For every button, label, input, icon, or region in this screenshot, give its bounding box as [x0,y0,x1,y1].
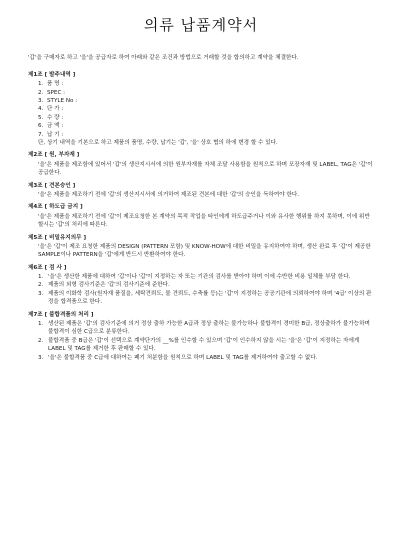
article-3 [28,182,374,200]
item-number: 6. [38,123,44,130]
item-text: 생산된 제품은 '갑'의 검사기준에 의거 정상 출하 가능한 A급과 정상 출하는 불가능하나 불합격이 경미한 B급, 정상출하가 불가능하며 불합격이 심한 C급으로 분류한다. [48,321,370,336]
article-body: '을'은 제품을 제조하기 전에 '갑'이 제조요청한 본 계약의 목적 작업을 타인에게 하도급주거나 이와 유사한 행위를 하지 못하며, 이에 위반할시는 '갑'의 처리에 따른다. [38,213,370,229]
article-4 [28,203,374,229]
item-label: STYLE No : [47,98,78,105]
article-2 [28,151,374,177]
article-heading: 제6조 [ 검 사 ] [28,264,67,271]
article-heading: 제3조 [ 견본승인 ] [28,182,76,189]
item-label: 금 액 : [47,123,64,130]
article-6 [28,264,374,307]
list-item [38,290,374,307]
item-number: 4. [38,106,44,113]
item-number: 1. [38,321,44,328]
item-number: 1. [38,81,44,88]
article-heading: 제2조 [ 원, 부자재 ] [28,152,80,159]
item-number: 3. [38,354,44,361]
intro-paragraph: '갑'을 구매자로 하고 '을'을 공급자로 하여 아래와 같은 조건과 방법으로 거래할 것을 합의하고 계약을 체결한다. [28,54,299,61]
item-label: 단 가 : [47,106,64,113]
item-number: 2. [38,282,44,289]
document-title: 의류 납품계약서 [143,16,259,34]
article-body: '을'은 제품을 제조함에 있어서 '갑'의 생산지시서에 의한 원부자재를 자체 조달 사용함을 원칙으로 하며 포장자재 및 LABEL, TAG은 '갑'이 공급한다. [38,161,373,177]
item-text: '을'은 생산한 제품에 대하여 '갑'이나 '갑'이 지정하는 자 또는 기관의 검사를 받아야 하며 이에 수반한 비용 일체를 부담 한다. [48,274,351,281]
article-heading: 제1조 [ 발주내역 ] [28,71,76,78]
item-text: 제품의 외형 검사기준은 '갑'의 검사기준에 준한다. [48,282,170,289]
list-item [38,354,374,362]
list-item [38,122,374,130]
list-item [38,105,374,113]
list-item [38,337,374,354]
list-item [38,114,374,122]
item-text: '을'은 불합격품 중 C급에 대하여는 폐기 처분함을 원칙으로 하며 LABEL 및 TAG를 제거하여야 출고할 수 없다. [48,354,318,361]
item-label: SPEC : [47,89,66,96]
article-1 [28,71,374,148]
list-item [38,89,374,97]
item-label: 수 량 : [47,114,64,121]
article-note: 단, 상기 내역을 기본으로 하고 제품의 품명, 수량, 납기는 '갑', '을' 상호 협의 하에 변경 할 수 있다. [38,140,278,147]
item-text: 불합격품 중 B급은 '갑'이 선택으로 계약단가의 __%를 인수할 수 있으며 '갑'이 인수하지 않을 시는 '을'은 '갑'이 지정하는 자에게 LABEL 및 TAG를 제거한 후 판매할 수 있다. [48,337,360,353]
article-heading: 제7조 [ 불합격품의 처리 ] [28,311,94,318]
list-item [38,131,374,139]
article-heading: 제5조 [ 비밀유지의무 ] [28,234,87,241]
article-heading: 제4조 [ 하도급 금지 ] [28,204,83,211]
item-number: 5. [38,114,44,121]
article-body: '을'은 '갑'이 제조 요청한 제품의 DESIGN (PATTERN 포함) 및 KNOW-HOW에 대한 비밀을 유지하여야 하며, 생산 완료 후 '갑'이 제공한 SAMPLE이나 PATTERN을 '갑'에게 반드시 반환하여야 한다. [38,243,371,259]
list-item [38,273,374,281]
list-item [38,80,374,88]
list-item [38,320,374,337]
item-number: 2. [38,337,44,344]
article-5 [28,234,374,260]
article-body: '을'은 제품을 제조하기 전에 '갑'의 생산지시서에 의거하여 제조된 견본에 대한 '갑'의 승인을 득하여야 한다. [38,191,300,198]
list-item [38,97,374,105]
item-number: 7. [38,131,44,138]
item-number: 3. [38,98,44,105]
article-7 [28,311,374,362]
item-number: 2. [38,89,44,96]
list-item [38,281,374,289]
item-label: 납 기 : [47,131,64,138]
item-text: 제품의 이화학 검사(원자재 품질을, 세탁견뢰도, 물 견뢰도, 수축률 등)는 '갑'이 지정하는 공공기관에 의뢰하여야 하며 '4급' 이상의 판정을 합격품으로 한다. [48,290,372,306]
item-label: 품 명 : [47,81,64,88]
item-number: 1. [38,274,44,281]
item-number: 3. [38,290,44,297]
